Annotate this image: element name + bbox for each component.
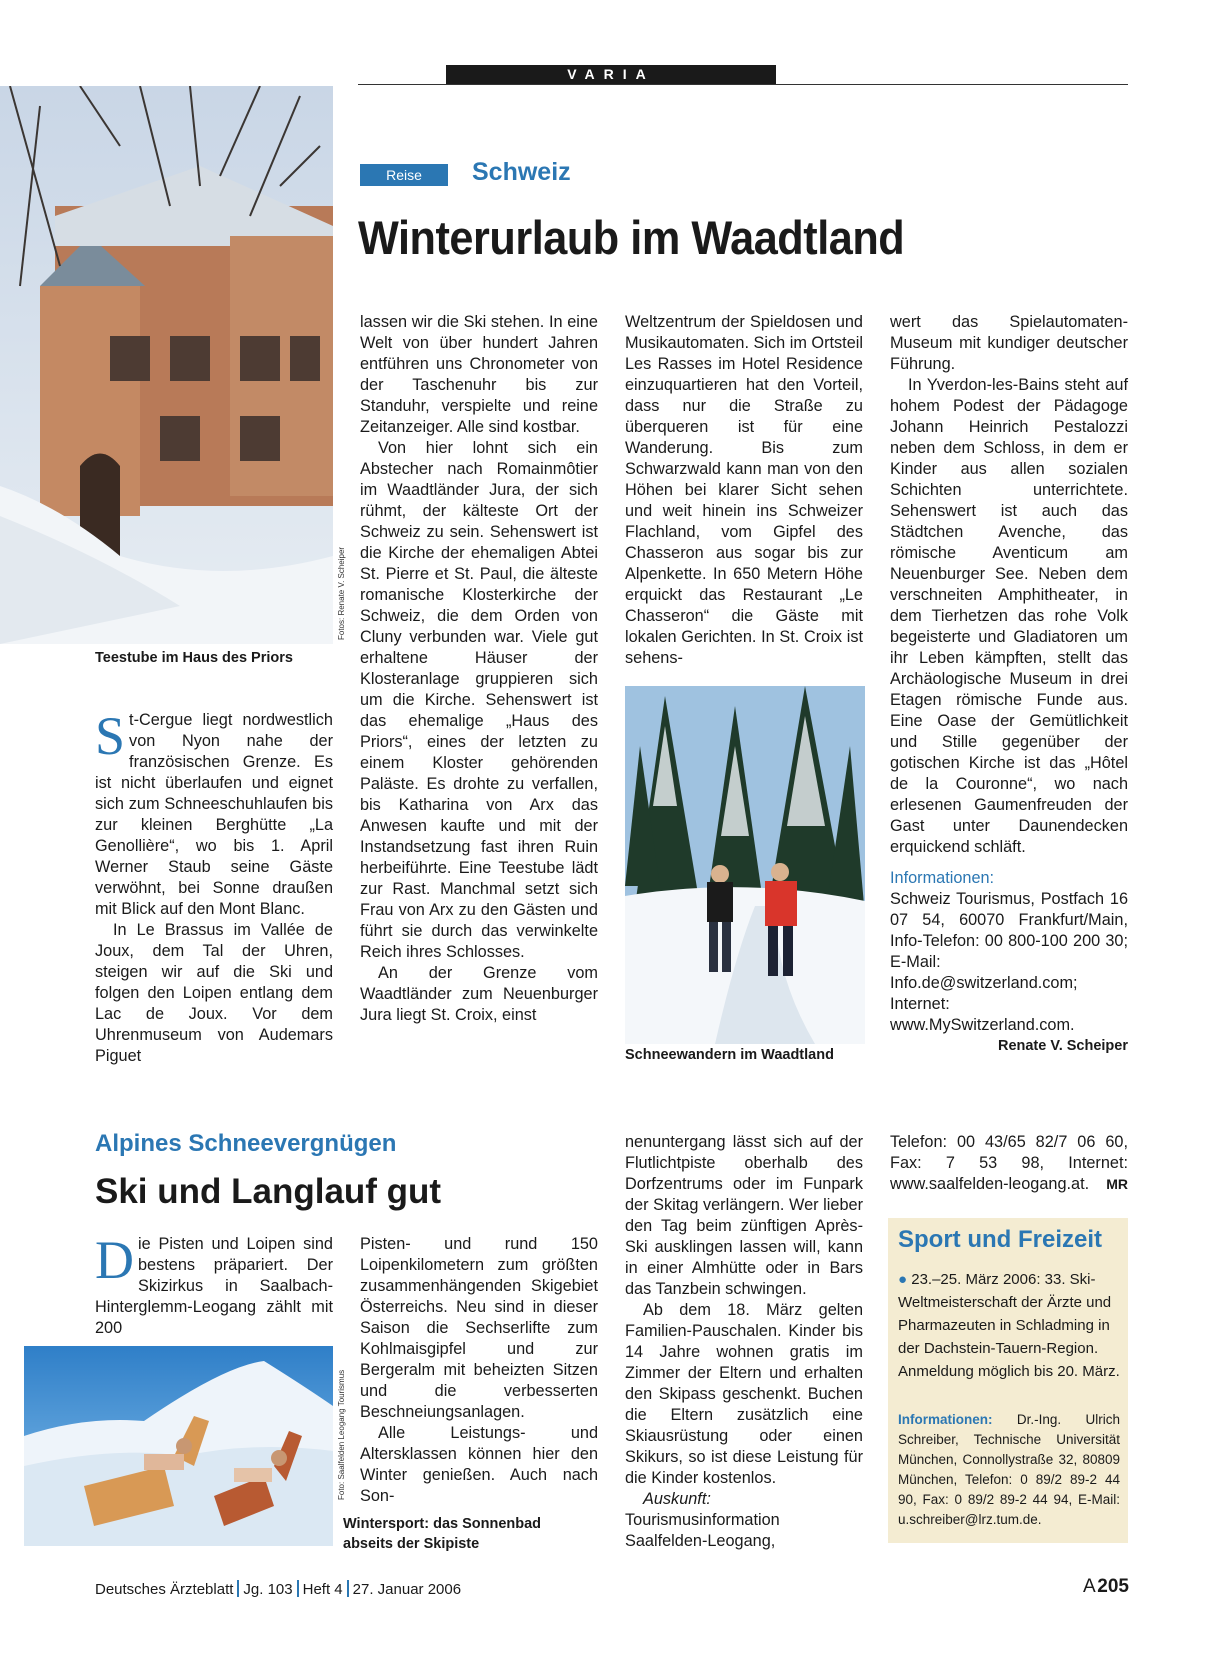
volume: Jg. 103 bbox=[243, 1581, 293, 1598]
header-rule bbox=[358, 84, 1128, 85]
paragraph: nenuntergang lässt sich auf der Flutlichtpiste oberhalb des Dorfzentrums oder im Funpark der Skitag verlängern. Wer lieber den Tag beim zünftigen Après-Ski ausklingen lassen will, kann in einer Almhütte oder in Bars das Tanzbein schwingen. bbox=[625, 1133, 863, 1298]
paragraph: Telefon: 00 43/65 82/7 06 60, Fax: 7 53 98, Internet: www.saalfelden-leogang.at. bbox=[890, 1133, 1128, 1193]
page-number-value: 205 bbox=[1097, 1576, 1129, 1597]
article-column-3 bbox=[625, 312, 863, 669]
article-column-1 bbox=[95, 706, 333, 1067]
footer-separator bbox=[237, 1580, 239, 1597]
photo-schneewandern bbox=[625, 686, 865, 1044]
section-label: VARIA bbox=[567, 66, 655, 82]
paragraph: Von hier lohnt sich ein Abstecher nach Romainmôtier im Waadtländer Jura, der sich rühmt, der kälteste Ort der Schweiz zu sein. Sehenswert ist die Kirche der ehemaligen Abtei St. Pierre et St. Paul, die älteste romanische Klosterkirche der Schweiz, die dem Orden von Cluny verbunden war. Viele gut erhaltene Häuser der Klosteranlage gruppieren sich um die Kirche. Sehenswert ist das ehemalige „Haus des Priors“, eines der letzten zu einem Kloster gehörenden Paläste. Es drohte zu verfallen, bis Katharina von Arx das Anwesen kaufte und mit der Instandsetzung fast ihren Ruin herbeiführte. Eine Teestube lädt zur Rast. Manchmal setzt sich Frau von Arx zu den Gästen und führt sie durch das verwinkelte Reich ihres Schlosses. bbox=[360, 439, 598, 961]
paragraph: Ab dem 18. März gelten Familien-Pauschalen. Kinder bis 14 Jahre wohnen gratis im Zimmer der Eltern und erhalten den Skipass geschenkt. Buchen die Eltern zusätzlich eine Skiausrüstung oder einen Skikurs, so ist diese Leistung für die Kinder kostenlos. bbox=[625, 1301, 863, 1487]
author-initials: MR bbox=[1106, 1176, 1128, 1192]
photo-caption bbox=[343, 1514, 541, 1554]
issue: Heft 4 bbox=[302, 1581, 343, 1598]
paragraph: Tourismusinformation Saalfelden-Leogang, bbox=[625, 1511, 780, 1550]
info-box-title: Sport und Freizeit bbox=[898, 1226, 1102, 1253]
article-column-2 bbox=[360, 312, 598, 1026]
drop-cap: D bbox=[95, 1230, 134, 1290]
article-column-2 bbox=[360, 1234, 598, 1507]
info-box-contact bbox=[898, 1410, 1120, 1530]
article-column-4 bbox=[890, 1132, 1128, 1195]
photo-caption: Schneewandern im Waadtland bbox=[625, 1047, 834, 1063]
paragraph: lassen wir die Ski stehen. In eine Welt von über hundert Jahren entführen uns Chronometer von der Taschenuhr bis zur Standuhr, verspielte und reine Zeitanzeiger. Alle sind kostbar. bbox=[360, 313, 598, 436]
footer-separator bbox=[347, 1580, 349, 1597]
journal-name: Deutsches Ärzteblatt bbox=[95, 1581, 234, 1598]
category-tag: Reise bbox=[360, 164, 448, 186]
caption-line: abseits der Skipiste bbox=[343, 1536, 480, 1552]
article-column-3 bbox=[625, 1132, 863, 1552]
article-kicker: Alpines Schneevergnügen bbox=[95, 1130, 397, 1157]
paragraph: An der Grenze vom Waadtländer zum Neuenburger Jura liegt St. Croix, einst bbox=[360, 964, 598, 1024]
info-text: Dr.-Ing. Ulrich Schreiber, Technische Universität München, Connollystraße 32, 80809 München, Telefon: 0 89/2 89-2 44 90, Fax: 0 89/2 89-2 44 94, E-Mail: u.schreiber@lrz.tum.de. bbox=[898, 1412, 1120, 1527]
paragraph: ie Pisten und Loipen sind bestens präpariert. Der Skizirkus in Saalbach-Hinterglemm-Leogang zählt mit 200 bbox=[95, 1235, 333, 1337]
page-prefix: A bbox=[1083, 1576, 1096, 1597]
paragraph: In Le Brassus im Vallée de Joux, dem Tal der Uhren, steigen wir auf die Ski und folgen den Loipen entlang dem Lac de Joux. Vor dem Uhrenmuseum von Audemars Piguet bbox=[95, 921, 333, 1065]
paragraph: Weltzentrum der Spieldosen und Musikautomaten. Sich im Ortsteil Les Rasses im Hotel Residence einzuquartieren hat den Vorteil, dass nur die Straße zu überqueren ist für eine Wanderung. Bis zum Schwarzwald kann man von den Höhen bei klarer Sicht sehen und weit hinein ins Schweizer Flachland, vom Gipfel des Chasseron aus sogar bis zur Alpenkette. In 650 Metern Höhe erquickt das Restaurant „Le Chasseron“ die Gäste mit lokalen Gerichten. In St. Croix ist sehens- bbox=[625, 313, 863, 667]
article-kicker: Schweiz bbox=[472, 158, 571, 186]
photo-teestube bbox=[0, 86, 333, 644]
paragraph: t-Cergue liegt nordwestlich von Nyon nahe der französischen Grenze. Es ist nicht überlaufen und eignet sich zum Schneeschuhlaufen bis zur kleinen Berghütte „La Genollière“, wo bis 1. April Werner Staub seine Gäste verwöhnt, bei Sonne draußen mit Blick auf den Mont Blanc. bbox=[95, 711, 333, 918]
photo-sonnenbad bbox=[24, 1346, 333, 1546]
article-column-1 bbox=[95, 1230, 333, 1339]
footer bbox=[95, 1580, 461, 1598]
info-text: Schweiz Tourismus, Postfach 16 07 54, 60070 Frankfurt/Main, Info-Telefon: 00 800-100 200 30; E-Mail: Info.de@switzerland.com; Internet: www.MySwitzerland.com. bbox=[890, 890, 1128, 1034]
bullet-icon: ● bbox=[898, 1271, 908, 1288]
issue-date: 27. Januar 2006 bbox=[352, 1581, 462, 1598]
photo-credit: Foto: Saalfelden Leogang Tourismus bbox=[337, 1369, 346, 1500]
photo-credit: Fotos: Renate V. Scheiper bbox=[337, 546, 346, 640]
paragraph: Alle Leistungs- und Altersklassen können hier den Winter genießen. Auch nach Son- bbox=[360, 1424, 598, 1505]
author: Renate V. Scheiper bbox=[997, 1038, 1128, 1054]
info-label: Auskunft: bbox=[643, 1490, 711, 1508]
caption-line: Wintersport: das Sonnenbad bbox=[343, 1516, 542, 1532]
info-box-text bbox=[898, 1268, 1120, 1383]
photo-caption: Teestube im Haus des Priors bbox=[95, 650, 293, 666]
drop-cap: S bbox=[95, 706, 126, 766]
info-label: Informationen: bbox=[898, 1412, 993, 1427]
article-column-4 bbox=[890, 312, 1128, 1057]
footer-separator bbox=[297, 1580, 299, 1597]
paragraph: In Yverdon-les-Bains steht auf hohem Podest der Pädagoge Johann Heinrich Pestalozzi neben dem Schloss, in dem er Kinder aus allen sozialen Schichten unterrichtete. Sehenswert ist auch das Städtchen Avenche, das römische Aventicum am Neuenburger See. Neben dem verschneiten Amphitheater, in dem Tierhetzen das rohe Volk begeisterte und Gladiatoren um ihr Leben kämpften, stellt das Archäologische Museum in drei Etagen römische Funde aus. Eine Oase der Gemütlichkeit und Stille gegenüber der gotischen Kirche ist das „Hôtel de la Couronne“, wo nach erlesenen Gaumenfreuden der Gast unter Daunendecken erquickend schläft. bbox=[890, 376, 1128, 856]
paragraph: wert das Spielautomaten-Museum mit kundiger deutscher Führung. bbox=[890, 313, 1128, 373]
info-heading: Informationen: bbox=[890, 869, 995, 887]
event-text: 23.–25. März 2006: 33. Ski-Weltmeisterschaft der Ärzte und Pharmazeuten in Schladming in der Dachstein-Tauern-Region. Anmeldung möglich bis 20. März. bbox=[898, 1271, 1120, 1380]
paragraph: Pisten- und rund 150 Loipenkilometern zum größten zusammenhängenden Skigebiet Österreichs. Neu sind in dieser Saison die Sechserlifte zum Kohlmaisgipfel und zur Bergeralm mit beheizten Sitzen und die verbesserten Beschneiungsanlagen. bbox=[360, 1235, 598, 1421]
article-title: Ski und Langlauf gut bbox=[95, 1172, 442, 1211]
article-title: Winterurlaub im Waadtland bbox=[358, 211, 905, 264]
page-number bbox=[1083, 1576, 1129, 1598]
